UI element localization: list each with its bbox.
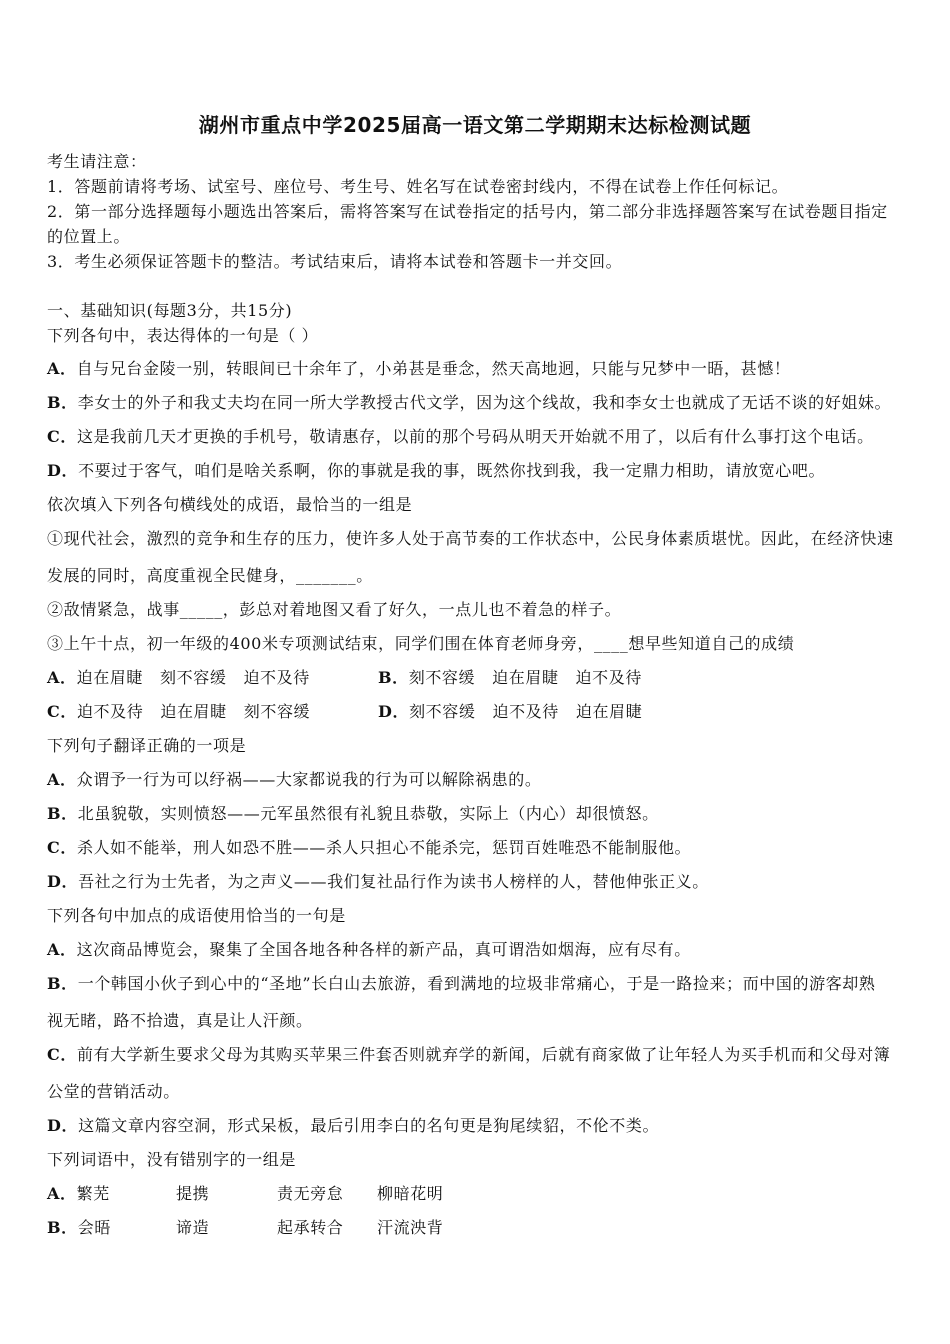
- fill-sentence-3: ③上午十点，初一年级的400米专项测试结束，同学们围在体育老师身旁，____想早些知道自己的成绩: [47, 634, 795, 653]
- question-stem: 下列词语中，没有错别字的一组是: [47, 1150, 297, 1169]
- option-word: 迫不及待: [243, 668, 310, 687]
- option-word: 谛造: [176, 1218, 210, 1237]
- option-label: A．: [47, 770, 77, 789]
- fill-sentence-1: [47, 522, 903, 593]
- option-b: [378, 661, 709, 695]
- notice-item-2-line-2: 的位置上。: [47, 227, 131, 246]
- option-word: 刻不容缓: [243, 702, 311, 721]
- question-stem: 下列各句中加点的成语使用恰当的一句是: [47, 906, 346, 925]
- question-stem: 下列各句中，表达得体的一句是（ ）: [47, 326, 319, 345]
- option-d: [47, 865, 903, 899]
- notice-item-2: [47, 199, 903, 249]
- option-label: C．: [47, 1045, 77, 1064]
- option-text: 前有大学新生要求父母为其购买苹果三件套否则就弃学的新闻，后就有商家做了让年轻人为买手机而和父母对簿: [76, 1045, 891, 1064]
- option-line: [47, 967, 903, 1001]
- option-line: [47, 1038, 903, 1072]
- option-a: [47, 661, 378, 695]
- option-word: 刻不容缓: [160, 668, 227, 687]
- option-a: [47, 763, 903, 797]
- option-a: [47, 933, 903, 967]
- option-word: 会晤: [77, 1218, 111, 1237]
- option-word: 责无旁怠: [277, 1184, 344, 1203]
- question-stem: 依次填入下列各句横线处的成语，最恰当的一组是: [47, 495, 413, 514]
- question-1: [47, 323, 903, 488]
- option-label: D．: [47, 1116, 79, 1135]
- option-text-continued: 视无睹，路不拾遗，真是让人汗颜。: [47, 1011, 313, 1030]
- option-text: 这次商品博览会，聚集了全国各地各种各样的新产品，真可谓浩如烟海，应有尽有。: [76, 940, 691, 959]
- option-label: B．: [47, 974, 78, 993]
- option-label: B．: [378, 668, 409, 687]
- exam-title: 湖州市重点中学2025届高一语文第二学期期末达标检测试题: [198, 113, 752, 137]
- option-label: D．: [378, 702, 410, 721]
- option-word: 迫不及待: [492, 702, 559, 721]
- option-label: A．: [47, 359, 77, 378]
- option-word: 提携: [176, 1184, 210, 1203]
- option-label: A．: [47, 668, 77, 687]
- option-word: 迫在眉睫: [492, 668, 559, 687]
- notice-block: [47, 149, 903, 274]
- notice-item-3: 3．考生必须保证答题卡的整洁。考试结束后，请将本试卷和答题卡一并交回。: [47, 252, 623, 271]
- option-text: 杀人如不能举，刑人如恐不胜——杀人只担心不能杀完，惩罚百姓唯恐不能制服他。: [76, 838, 692, 857]
- option-first-cell: [47, 1211, 176, 1245]
- option-first-cell: [47, 1177, 176, 1211]
- option-word: 刻不容缓: [409, 702, 476, 721]
- option-word: 汗流泱背: [377, 1218, 444, 1237]
- option-word: 柳暗花明: [377, 1184, 444, 1203]
- option-label: D．: [47, 872, 79, 891]
- option-d: [47, 1109, 903, 1143]
- option-word: 起承转合: [277, 1218, 344, 1237]
- option-a: [47, 352, 903, 386]
- option-text: 李女士的外子和我丈夫均在同一所大学教授古代文学，因为这个线故，我和李女士也就成了无话不谈的好姐妹。: [77, 393, 892, 412]
- option-text-continued: 公堂的营销活动。: [47, 1082, 180, 1101]
- option-text: 一个韩国小伙子到心中的“圣地”长白山去旅游，看到满地的垃圾非常痛心，于是一路捡来；而中国的游客却熟: [77, 974, 876, 993]
- option-c: [47, 420, 903, 454]
- option-label: D．: [47, 461, 79, 480]
- option-c: [47, 831, 903, 865]
- notice-item-1: 1．答题前请将考场、试室号、座位号、考生号、姓名写在试卷密封线内，不得在试卷上作任何标记。: [47, 177, 789, 196]
- question-stem: 下列句子翻译正确的一项是: [47, 736, 247, 755]
- option-word: 繁芜: [76, 1184, 110, 1203]
- notice-heading: 考生请注意：: [47, 152, 147, 171]
- option-label: C．: [47, 427, 77, 446]
- option-word: 迫在眉睫: [76, 668, 144, 687]
- option-text: 这篇文章内容空洞，形式呆板，最后引用李白的名句更是狗尾续貂，不伦不类。: [78, 1116, 660, 1135]
- option-word: 迫不及待: [575, 668, 642, 687]
- option-label: B．: [47, 1218, 78, 1237]
- option-label: A．: [47, 1184, 77, 1203]
- option-label: C．: [47, 838, 77, 857]
- option-text: 北虽貌敬，实则愤怒——元军虽然很有礼貌且恭敬，实际上（内心）却很愤怒。: [77, 804, 659, 823]
- fill-sentence-line: ①现代社会，激烈的竞争和生存的压力，使许多人处于高节奏的工作状态中，公民身体素质堪忧。因此，在经济快速: [47, 529, 894, 548]
- option-text: 自与兄台金陵一别，转眼间已十余年了，小弟甚是垂念，然天高地迥，只能与兄梦中一晤，甚憾！: [76, 359, 791, 378]
- option-word: 迫在眉睫: [160, 702, 227, 721]
- option-text: 吾社之行为士先者，为之声义——我们复社品行作为读书人榜样的人，替他伸张正义。: [78, 872, 709, 891]
- question-5: [47, 1143, 903, 1245]
- option-c: [47, 1038, 903, 1109]
- option-word: 迫在眉睫: [575, 702, 643, 721]
- question-2: [47, 488, 903, 729]
- option-text: 这是我前几天才更换的手机号，敬请惠存，以前的那个号码从明天开始就不用了，以后有什么事打这个电话。: [76, 427, 874, 446]
- option-c: [47, 695, 378, 729]
- section-heading: 一、基础知识(每题3分，共15分): [47, 301, 293, 320]
- question-4: [47, 899, 903, 1143]
- fill-sentence-2: ②敌情紧急，战事_____，彭总对着地图又看了好久，一点儿也不着急的样子。: [47, 600, 622, 619]
- option-b: [47, 967, 903, 1038]
- option-b: [47, 797, 903, 831]
- option-text: 众谓予一行为可以纾祸——大家都说我的行为可以解除祸患的。: [76, 770, 542, 789]
- option-a: [47, 1177, 903, 1211]
- option-b: [47, 1211, 903, 1245]
- option-row: [47, 695, 903, 729]
- question-3: [47, 729, 903, 899]
- option-word: 刻不容缓: [408, 668, 476, 687]
- fill-sentence-line: 发展的同时，高度重视全民健身，_______。: [47, 566, 373, 585]
- option-row: [47, 661, 903, 695]
- notice-item-2-line-1: 2．第一部分选择题每小题选出答案后，需将答案写在试卷指定的括号内，第二部分非选择题答案写在试卷题目指定: [47, 202, 888, 221]
- option-label: B．: [47, 393, 78, 412]
- option-b: [47, 386, 903, 420]
- option-text: 不要过于客气，咱们是啥关系啊，你的事就是我的事，既然你找到我，我一定鼎力相助，请放宽心吧。: [78, 461, 826, 480]
- option-word: 迫不及待: [76, 702, 144, 721]
- option-label: A．: [47, 940, 77, 959]
- option-label: B．: [47, 804, 78, 823]
- option-label: C．: [47, 702, 77, 721]
- option-d: [378, 695, 709, 729]
- option-d: [47, 454, 903, 488]
